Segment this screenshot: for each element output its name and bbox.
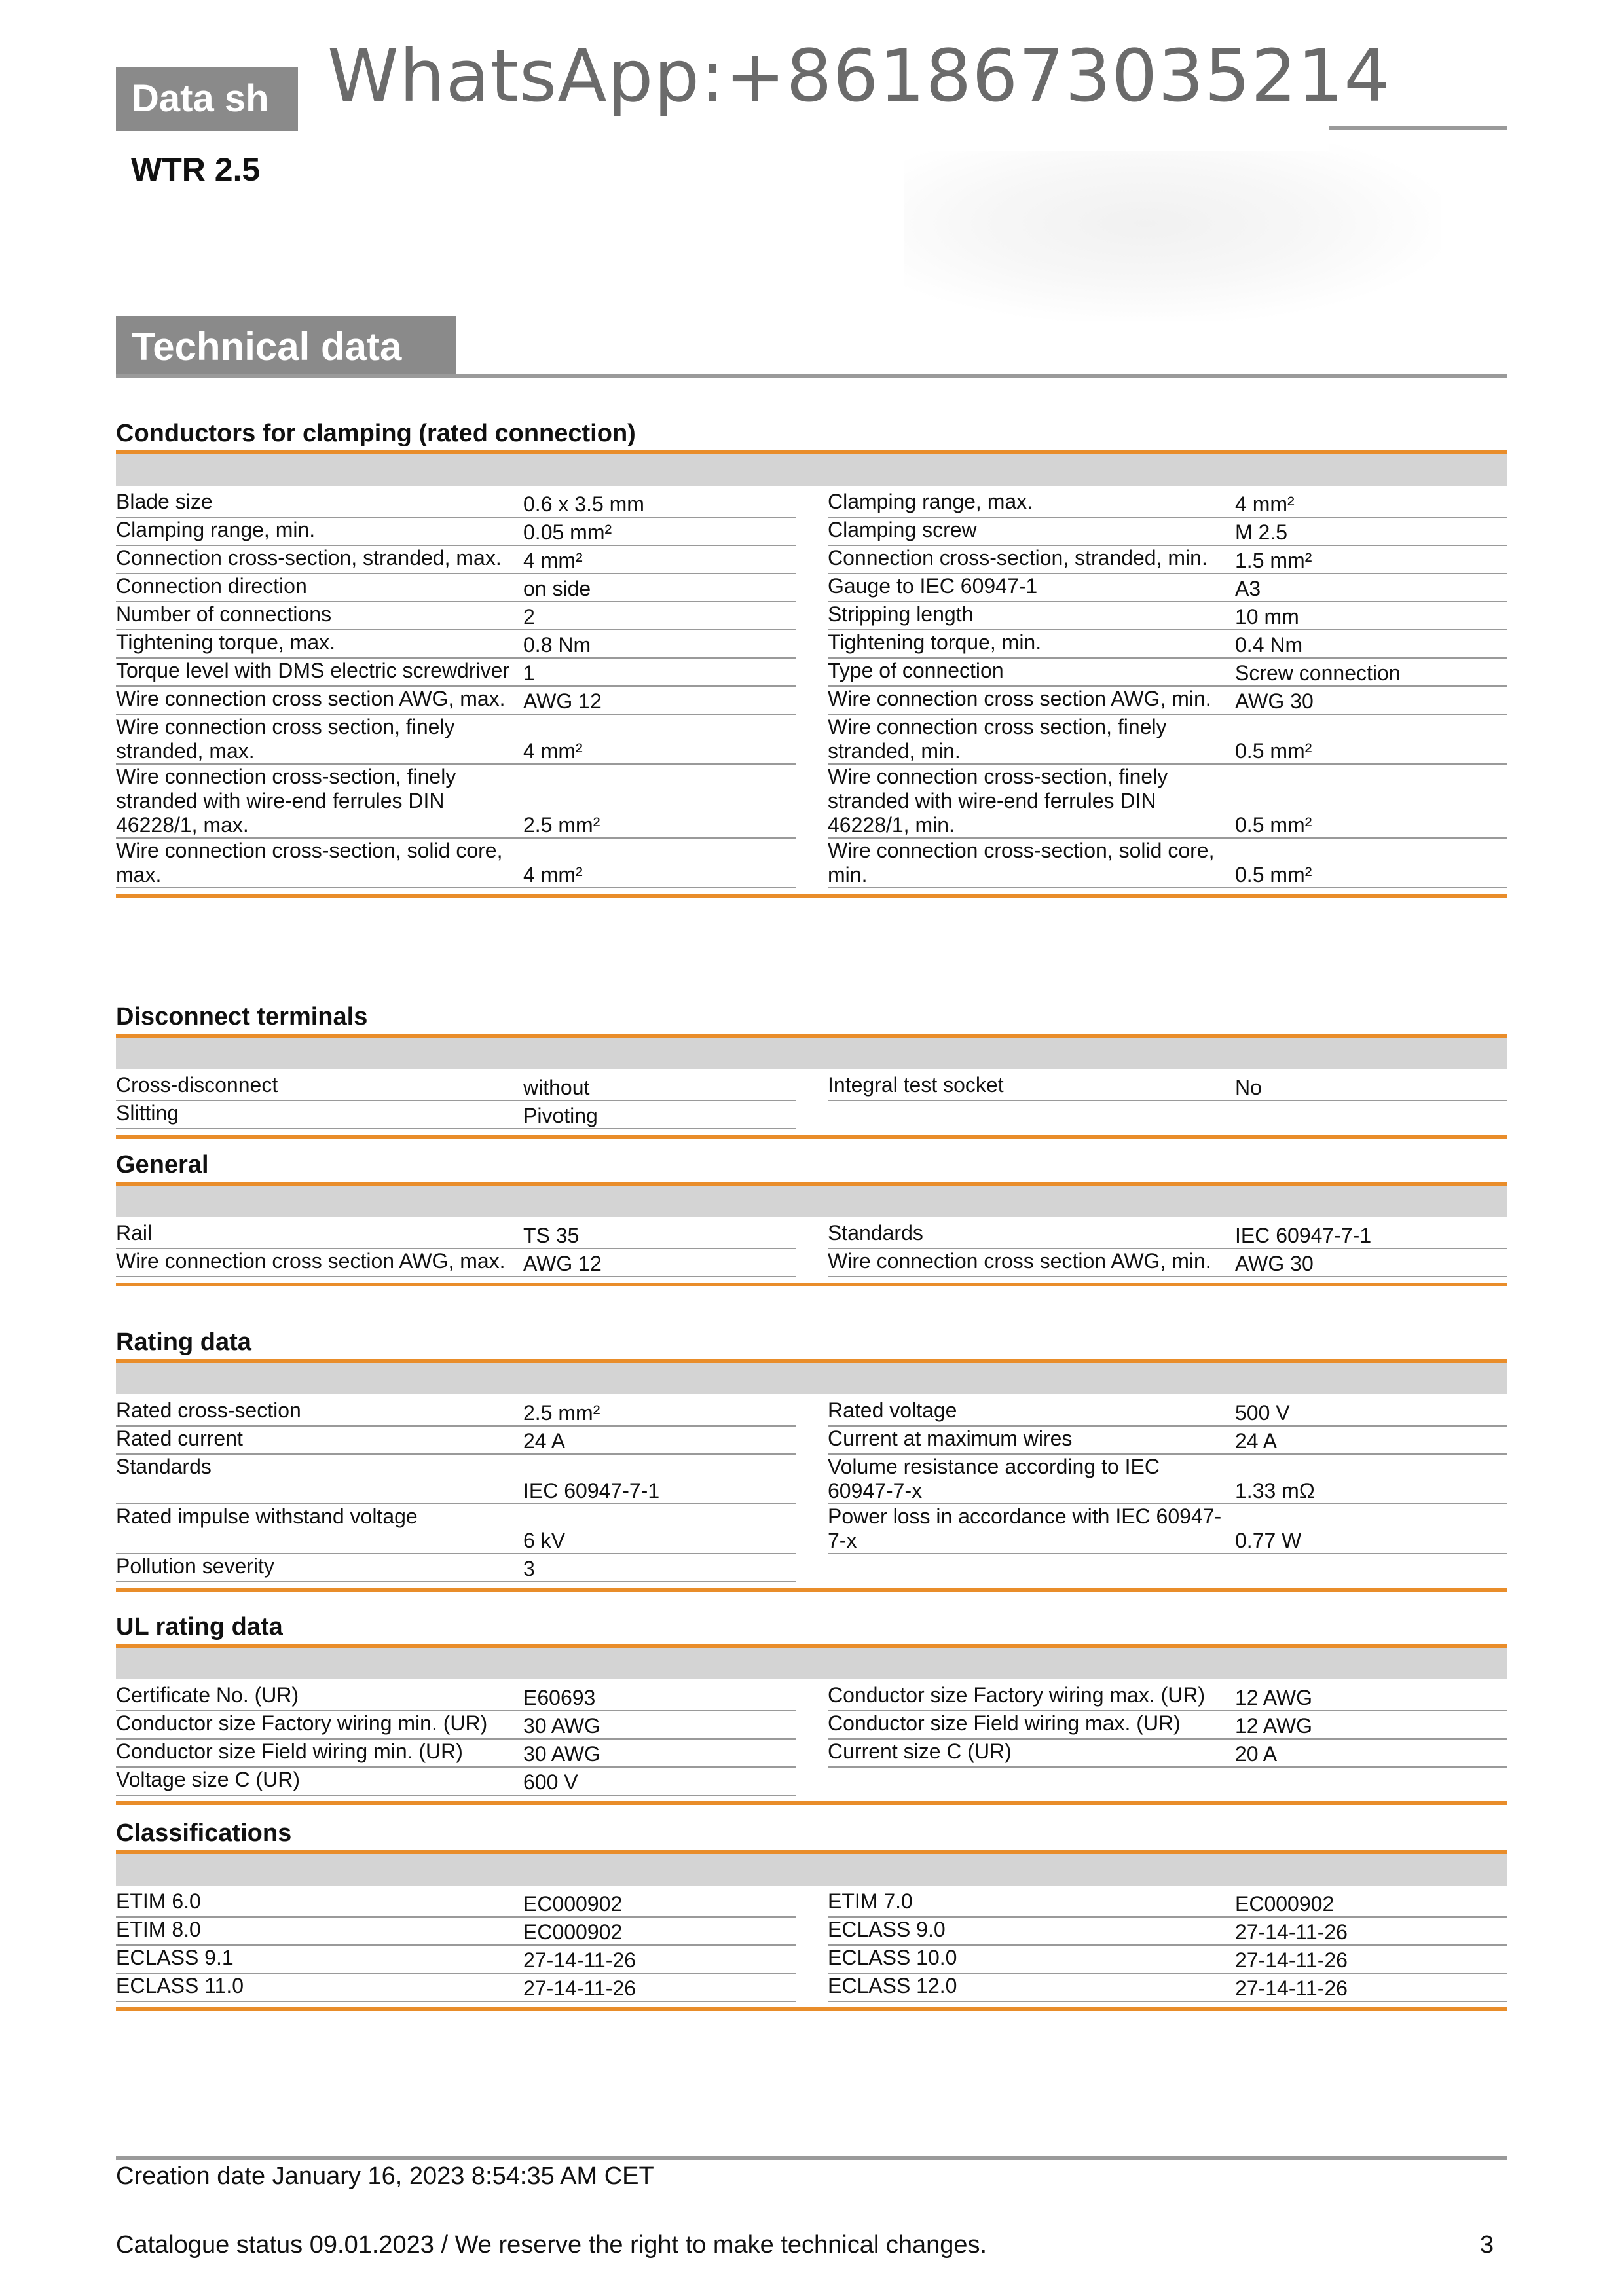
section-header-bar xyxy=(116,1186,1507,1217)
spec-row xyxy=(116,687,796,715)
spec-value: 0.5 mm² xyxy=(1235,863,1312,886)
spec-label: Tightening torque, min. xyxy=(828,630,1042,654)
spec-value: 0.05 mm² xyxy=(523,520,612,544)
section-header-bar xyxy=(116,1854,1507,1886)
spec-column-right xyxy=(828,1073,1507,1129)
spec-label: Rail xyxy=(116,1221,153,1245)
spec-row xyxy=(116,1073,796,1101)
spec-label: Clamping screw xyxy=(828,518,977,541)
spec-row-empty xyxy=(828,1101,1507,1129)
section-title: Classifications xyxy=(116,1819,292,1847)
spec-grid xyxy=(116,1889,1507,2002)
spec-label: Clamping range, max. xyxy=(828,490,1033,513)
spec-label: Standards xyxy=(828,1221,923,1245)
spec-label: Current size C (UR) xyxy=(828,1740,1012,1763)
spec-value: AWG 12 xyxy=(523,1252,602,1275)
spec-value: No xyxy=(1235,1076,1262,1099)
section-classifications xyxy=(116,1816,1507,2011)
spec-label: ECLASS 9.1 xyxy=(116,1946,234,1969)
spec-label: ECLASS 11.0 xyxy=(116,1974,244,1997)
spec-label: Wire connection cross section AWG, max. xyxy=(116,687,506,710)
spec-value: AWG 30 xyxy=(1235,689,1314,713)
spec-row xyxy=(828,1889,1507,1918)
spec-label: Wire connection cross-section, solid core, max. xyxy=(116,839,503,886)
spec-value: 1 xyxy=(523,661,535,685)
spec-row xyxy=(116,1711,796,1740)
spec-label: Wire connection cross section, finely stranded, max. xyxy=(116,715,455,763)
spec-label: ECLASS 9.0 xyxy=(828,1918,946,1941)
spec-row xyxy=(116,1740,796,1768)
spec-value: 4 mm² xyxy=(523,549,583,572)
spec-row xyxy=(116,1398,796,1427)
spec-grid xyxy=(116,1221,1507,1277)
spec-row xyxy=(116,1249,796,1277)
spec-value: 2 xyxy=(523,605,535,629)
spec-row xyxy=(116,1504,796,1554)
datasheet-header-label: Data sh xyxy=(116,67,301,131)
spec-row-empty xyxy=(828,1554,1507,1582)
spec-label: Wire connection cross section, finely stranded, min. xyxy=(828,715,1167,763)
section-general xyxy=(116,1148,1507,1286)
spec-value: 0.8 Nm xyxy=(523,633,591,657)
spec-row xyxy=(116,1974,796,2002)
spec-label: Conductor size Factory wiring min. (UR) xyxy=(116,1711,488,1735)
section-bottom-rule xyxy=(116,2007,1507,2011)
spec-value: IEC 60947-7-1 xyxy=(523,1479,660,1503)
catalogue-status: Catalogue status 09.01.2023 / We reserve the right to make technical changes. xyxy=(116,2231,987,2259)
spec-row-empty xyxy=(828,1768,1507,1796)
spec-value: 0.77 W xyxy=(1235,1529,1302,1552)
spec-label: Pollution severity xyxy=(116,1554,274,1578)
section-title: UL rating data xyxy=(116,1613,283,1641)
spec-value: 30 AWG xyxy=(523,1742,600,1766)
spec-column-left xyxy=(116,490,796,888)
spec-row xyxy=(116,715,796,765)
spec-value: 27-14-11-26 xyxy=(1235,1977,1348,2000)
spec-label: Standards xyxy=(116,1455,212,1478)
spec-row xyxy=(116,518,796,546)
spec-column-right xyxy=(828,490,1507,888)
spec-label: Connection cross-section, stranded, max. xyxy=(116,546,502,570)
section-title: Conductors for clamping (rated connection) xyxy=(116,420,636,447)
spec-value: on side xyxy=(523,577,591,600)
spec-row xyxy=(116,659,796,687)
spec-value: 2.5 mm² xyxy=(523,1401,600,1425)
spec-value: 3 xyxy=(523,1557,535,1580)
spec-label: Integral test socket xyxy=(828,1073,1004,1097)
spec-label: Wire connection cross section AWG, min. xyxy=(828,1249,1211,1273)
spec-row xyxy=(828,1398,1507,1427)
section-header-bar xyxy=(116,1648,1507,1679)
spec-column-right xyxy=(828,1889,1507,2002)
spec-label: Volume resistance according to IEC 60947-7-x xyxy=(828,1455,1160,1503)
section-conductors xyxy=(116,416,1507,898)
spec-row xyxy=(828,765,1507,839)
spec-value: 12 AWG xyxy=(1235,1714,1312,1738)
spec-column-left xyxy=(116,1683,796,1796)
spec-row xyxy=(828,602,1507,630)
spec-value: 0.6 x 3.5 mm xyxy=(523,492,644,516)
spec-value: A3 xyxy=(1235,577,1261,600)
spec-label: ETIM 7.0 xyxy=(828,1889,913,1913)
spec-column-right xyxy=(828,1221,1507,1277)
spec-label: Type of connection xyxy=(828,659,1004,682)
spec-value: 2.5 mm² xyxy=(523,813,600,837)
spec-row xyxy=(116,765,796,839)
watermark-text: WhatsApp:+8618673035214 xyxy=(327,34,1391,118)
section-header-bar xyxy=(116,1363,1507,1394)
technical-data-heading: Technical data xyxy=(116,316,456,378)
spec-label: Wire connection cross section AWG, min. xyxy=(828,687,1211,710)
spec-row xyxy=(828,1249,1507,1277)
spec-label: Clamping range, min. xyxy=(116,518,316,541)
creation-date: Creation date January 16, 2023 8:54:35 AM CET xyxy=(116,2162,654,2190)
section-bottom-rule xyxy=(116,1283,1507,1286)
spec-value: Screw connection xyxy=(1235,661,1401,685)
spec-label: ETIM 8.0 xyxy=(116,1918,201,1941)
spec-row xyxy=(828,1455,1507,1504)
spec-label: Conductor size Field wiring min. (UR) xyxy=(116,1740,463,1763)
spec-row xyxy=(828,1918,1507,1946)
spec-value: IEC 60947-7-1 xyxy=(1235,1224,1372,1247)
spec-value: 500 V xyxy=(1235,1401,1290,1425)
spec-value: AWG 12 xyxy=(523,689,602,713)
spec-value: EC000902 xyxy=(523,1892,623,1916)
spec-row xyxy=(828,1974,1507,2002)
section-bottom-rule xyxy=(116,1801,1507,1805)
spec-grid xyxy=(116,1683,1507,1796)
spec-column-left xyxy=(116,1398,796,1582)
spec-label: Wire connection cross section AWG, max. xyxy=(116,1249,506,1273)
spec-value: 24 A xyxy=(1235,1429,1278,1453)
section-bottom-rule xyxy=(116,1588,1507,1592)
spec-row xyxy=(116,1427,796,1455)
spec-value: 30 AWG xyxy=(523,1714,600,1738)
product-name: WTR 2.5 xyxy=(131,151,261,188)
spec-row xyxy=(116,574,796,602)
section-bottom-rule xyxy=(116,894,1507,898)
spec-value: 0.4 Nm xyxy=(1235,633,1303,657)
spec-row xyxy=(828,574,1507,602)
spec-grid xyxy=(116,1073,1507,1129)
spec-label: Rated impulse withstand voltage xyxy=(116,1504,418,1528)
spec-value: AWG 30 xyxy=(1235,1252,1314,1275)
spec-value: M 2.5 xyxy=(1235,520,1288,544)
spec-column-left xyxy=(116,1221,796,1277)
spec-row xyxy=(116,1683,796,1711)
spec-value: 12 AWG xyxy=(1235,1686,1312,1709)
section-header-bar xyxy=(116,1038,1507,1069)
spec-value: E60693 xyxy=(523,1686,596,1709)
section-bottom-rule xyxy=(116,1135,1507,1139)
spec-row xyxy=(828,1711,1507,1740)
spec-label: Wire connection cross-section, finely stranded with wire-end ferrules DIN 46228/1, min. xyxy=(828,765,1168,837)
spec-value: 6 kV xyxy=(523,1529,566,1552)
spec-grid xyxy=(116,490,1507,888)
spec-column-left xyxy=(116,1889,796,2002)
spec-value: 27-14-11-26 xyxy=(1235,1948,1348,1972)
spec-row xyxy=(828,839,1507,888)
spec-label: Voltage size C (UR) xyxy=(116,1768,300,1791)
technical-data-rule xyxy=(116,374,1507,378)
section-title: Disconnect terminals xyxy=(116,1003,368,1030)
header-rule xyxy=(1326,126,1507,130)
spec-label: Tightening torque, max. xyxy=(116,630,335,654)
spec-value: 0.5 mm² xyxy=(1235,739,1312,763)
spec-row xyxy=(116,630,796,659)
section-title: Rating data xyxy=(116,1328,251,1356)
spec-label: Rated cross-section xyxy=(116,1398,301,1422)
spec-label: Gauge to IEC 60947-1 xyxy=(828,574,1038,598)
spec-row xyxy=(116,490,796,518)
spec-label: ECLASS 10.0 xyxy=(828,1946,957,1969)
spec-row xyxy=(116,839,796,888)
section-rating-data xyxy=(116,1325,1507,1592)
product-image-placeholder xyxy=(904,144,1441,321)
footer-rule xyxy=(116,2156,1507,2160)
spec-row xyxy=(828,490,1507,518)
spec-value: 10 mm xyxy=(1235,605,1299,629)
spec-value: 20 A xyxy=(1235,1742,1278,1766)
spec-row xyxy=(828,1073,1507,1101)
spec-row xyxy=(116,1221,796,1249)
spec-row xyxy=(116,1554,796,1582)
spec-value: 0.5 mm² xyxy=(1235,813,1312,837)
spec-label: Wire connection cross-section, solid core, min. xyxy=(828,839,1215,886)
spec-row xyxy=(828,546,1507,574)
spec-row xyxy=(828,1427,1507,1455)
spec-row xyxy=(828,518,1507,546)
spec-value: 4 mm² xyxy=(523,739,583,763)
spec-row xyxy=(116,1918,796,1946)
spec-label: Blade size xyxy=(116,490,213,513)
spec-value: TS 35 xyxy=(523,1224,580,1247)
page-number: 3 xyxy=(1480,2231,1494,2259)
spec-row xyxy=(828,1504,1507,1554)
spec-row xyxy=(828,1683,1507,1711)
spec-label: Connection cross-section, stranded, min. xyxy=(828,546,1208,570)
spec-row xyxy=(828,1221,1507,1249)
spec-column-right xyxy=(828,1398,1507,1582)
spec-row xyxy=(828,1946,1507,1974)
spec-value: 4 mm² xyxy=(523,863,583,886)
spec-label: Rated voltage xyxy=(828,1398,957,1422)
spec-value: 24 A xyxy=(523,1429,566,1453)
spec-label: Wire connection cross-section, finely stranded with wire-end ferrules DIN 46228/1, max. xyxy=(116,765,456,837)
spec-row xyxy=(116,1455,796,1504)
spec-row xyxy=(116,546,796,574)
spec-label: Torque level with DMS electric screwdriver xyxy=(116,659,510,682)
spec-grid xyxy=(116,1398,1507,1582)
spec-row xyxy=(116,1946,796,1974)
spec-value: EC000902 xyxy=(523,1920,623,1944)
spec-value: Pivoting xyxy=(523,1104,598,1127)
spec-label: Power loss in accordance with IEC 60947-7-x xyxy=(828,1504,1222,1552)
spec-label: Slitting xyxy=(116,1101,179,1125)
spec-row xyxy=(116,1101,796,1129)
spec-column-right xyxy=(828,1683,1507,1796)
spec-row xyxy=(828,715,1507,765)
spec-label: Conductor size Field wiring max. (UR) xyxy=(828,1711,1181,1735)
spec-row xyxy=(116,1889,796,1918)
spec-value: 27-14-11-26 xyxy=(523,1977,636,2000)
spec-label: Rated current xyxy=(116,1427,243,1450)
spec-row xyxy=(828,659,1507,687)
section-ul-rating-data xyxy=(116,1610,1507,1805)
spec-column-left xyxy=(116,1073,796,1129)
spec-label: Conductor size Factory wiring max. (UR) xyxy=(828,1683,1206,1707)
spec-row xyxy=(828,687,1507,715)
spec-label: Cross-disconnect xyxy=(116,1073,278,1097)
spec-label: ECLASS 12.0 xyxy=(828,1974,957,1997)
spec-value: 600 V xyxy=(523,1770,578,1794)
spec-value: EC000902 xyxy=(1235,1892,1335,1916)
spec-row xyxy=(116,1768,796,1796)
spec-value: 1.5 mm² xyxy=(1235,549,1312,572)
section-disconnect-terminals xyxy=(116,1000,1507,1139)
section-title: General xyxy=(116,1151,209,1178)
spec-value: 4 mm² xyxy=(1235,492,1295,516)
spec-label: Connection direction xyxy=(116,574,307,598)
spec-label: Certificate No. (UR) xyxy=(116,1683,299,1707)
spec-value: 27-14-11-26 xyxy=(1235,1920,1348,1944)
spec-value: 1.33 mΩ xyxy=(1235,1479,1315,1503)
spec-label: Stripping length xyxy=(828,602,974,626)
spec-label: Number of connections xyxy=(116,602,332,626)
spec-row xyxy=(828,630,1507,659)
spec-row xyxy=(828,1740,1507,1768)
spec-value: without xyxy=(523,1076,590,1099)
spec-label: Current at maximum wires xyxy=(828,1427,1073,1450)
section-header-bar xyxy=(116,454,1507,486)
spec-label: ETIM 6.0 xyxy=(116,1889,201,1913)
spec-value: 27-14-11-26 xyxy=(523,1948,636,1972)
spec-row xyxy=(116,602,796,630)
